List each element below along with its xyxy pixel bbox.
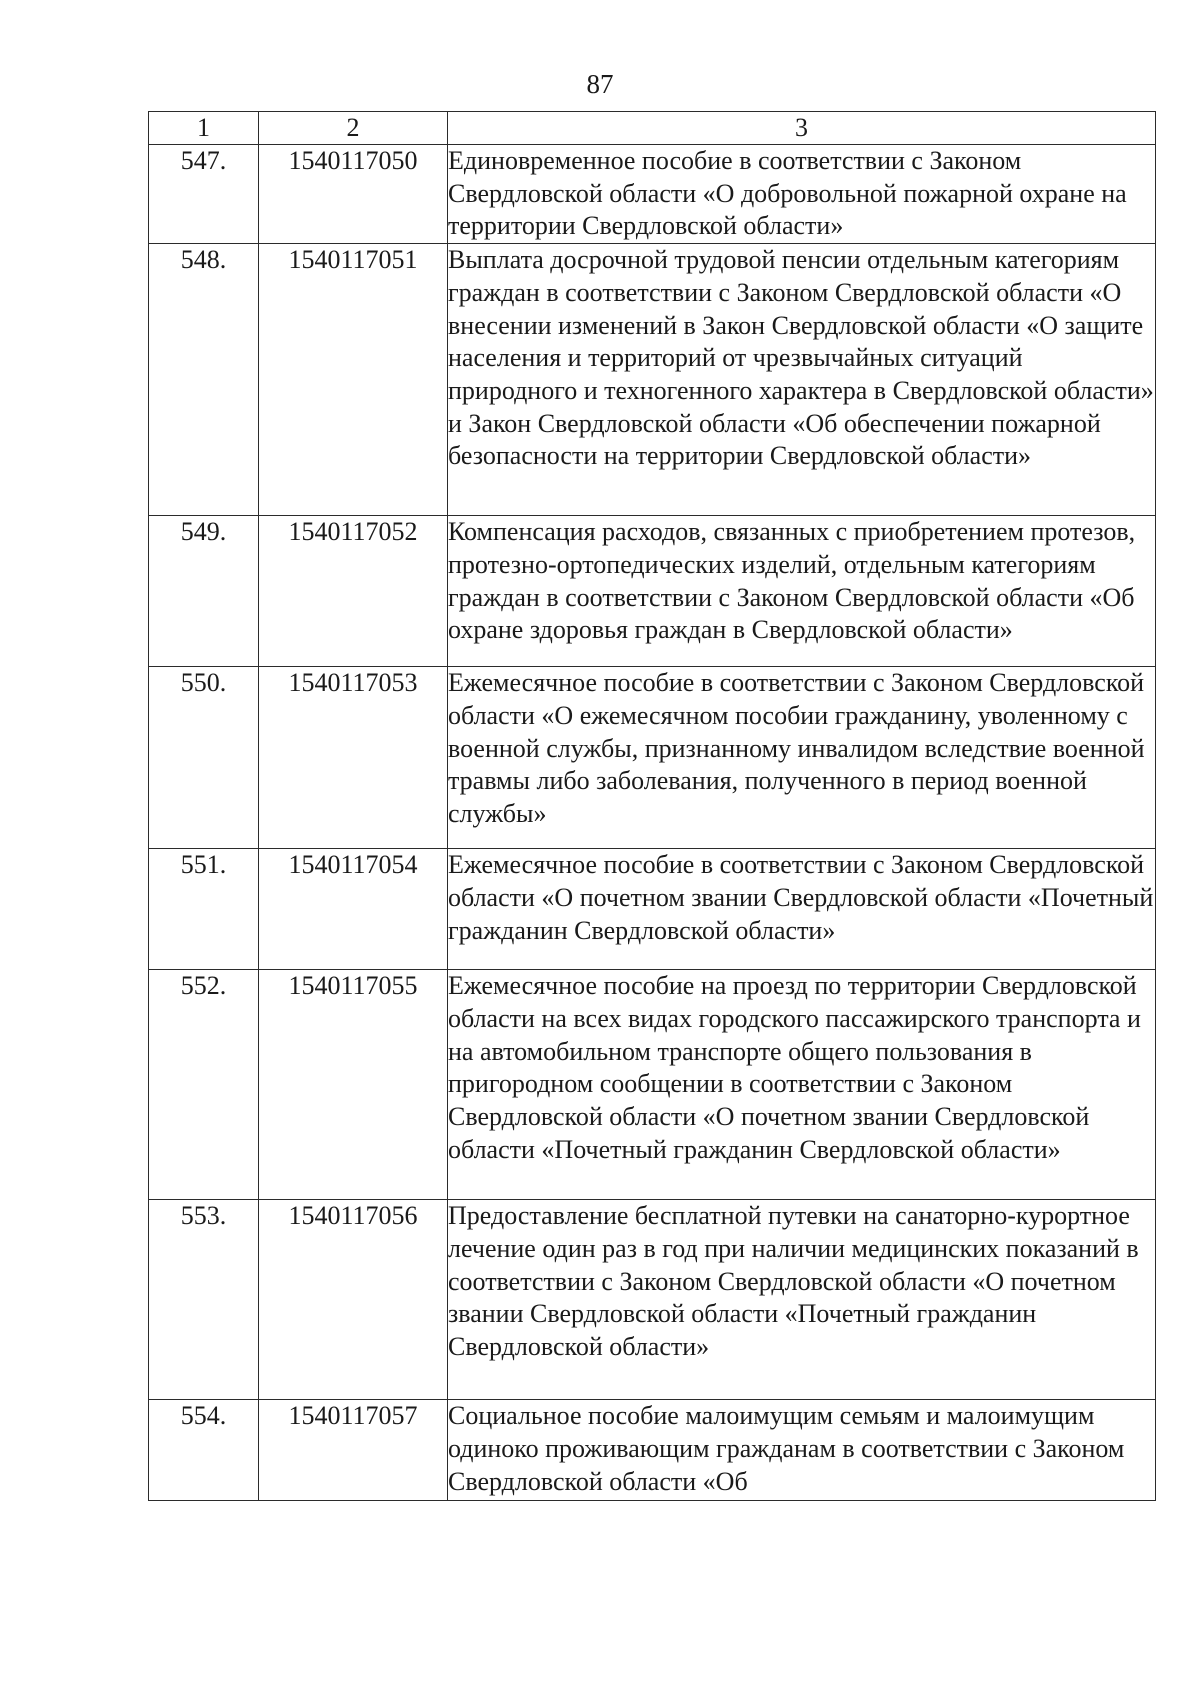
column-header-1: 1	[149, 112, 259, 145]
row-description: Выплата досрочной трудовой пенсии отдельным категориям граждан в соответствии с Законом Свердловской области «О внесении изменений в Закон Свердловской области «О защите населения и территорий от чрезвычайных ситуаций природного и техногенного характера в Свердловской области» и Закон Свердловской области «Об обеспечении пожарной безопасности на территории Свердловской области»	[448, 244, 1156, 516]
row-number: 547.	[149, 145, 259, 244]
row-description: Социальное пособие малоимущим семьям и малоимущим одиноко проживающим гражданам в соответствии с Законом Свердловской области «Об	[448, 1400, 1156, 1501]
row-description: Ежемесячное пособие в соответствии с Законом Свердловской области «О почетном звании Свердловской области «Почетный гражданин Свердловской области»	[448, 849, 1156, 970]
table-row	[149, 1200, 1156, 1400]
row-number: 554.	[149, 1400, 259, 1501]
table-row	[149, 516, 1156, 667]
table-row	[149, 1400, 1156, 1501]
row-number: 550.	[149, 667, 259, 849]
budget-codes-table	[148, 111, 1156, 1501]
table-row	[149, 970, 1156, 1200]
row-number: 553.	[149, 1200, 259, 1400]
row-description: Ежемесячное пособие на проезд по территории Свердловской области на всех видах городского пассажирского транспорта и на автомобильном транспорте общего пользования в пригородном сообщении в соответствии с Законом Свердловской области «О почетном звании Свердловской области «Почетный гражданин Свердловской области»	[448, 970, 1156, 1200]
row-code: 1540117051	[259, 244, 448, 516]
table-row	[149, 145, 1156, 244]
table-row	[149, 849, 1156, 970]
row-code: 1540117055	[259, 970, 448, 1200]
row-number: 549.	[149, 516, 259, 667]
row-code: 1540117056	[259, 1200, 448, 1400]
column-header-2: 2	[259, 112, 448, 145]
table-row	[149, 667, 1156, 849]
page-number: 87	[586, 69, 614, 99]
row-code: 1540117054	[259, 849, 448, 970]
row-code: 1540117050	[259, 145, 448, 244]
row-number: 548.	[149, 244, 259, 516]
row-code: 1540117052	[259, 516, 448, 667]
row-number: 552.	[149, 970, 259, 1200]
row-description: Предоставление бесплатной путевки на санаторно-курортное лечение один раз в год при наличии медицинских показаний в соответствии с Законом Свердловской области «О почетном звании Свердловской области «Почетный гражданин Свердловской области»	[448, 1200, 1156, 1400]
row-number: 551.	[149, 849, 259, 970]
row-description: Единовременное пособие в соответствии с Законом Свердловской области «О добровольной пожарной охране на территории Свердловской области»	[448, 145, 1156, 244]
column-header-3: 3	[448, 112, 1156, 145]
row-description: Ежемесячное пособие в соответствии с Законом Свердловской области «О ежемесячном пособии гражданину, уволенному с военной службы, признанному инвалидом вследствие военной травмы либо заболевания, полученного в период военной службы»	[448, 667, 1156, 849]
table-row	[149, 244, 1156, 516]
table-header-row	[149, 112, 1156, 145]
row-code: 1540117057	[259, 1400, 448, 1501]
row-description: Компенсация расходов, связанных с приобретением протезов, протезно-ортопедических изделий, отдельным категориям граждан в соответствии с Законом Свердловской области «Об охране здоровья граждан в Свердловской области»	[448, 516, 1156, 667]
row-code: 1540117053	[259, 667, 448, 849]
